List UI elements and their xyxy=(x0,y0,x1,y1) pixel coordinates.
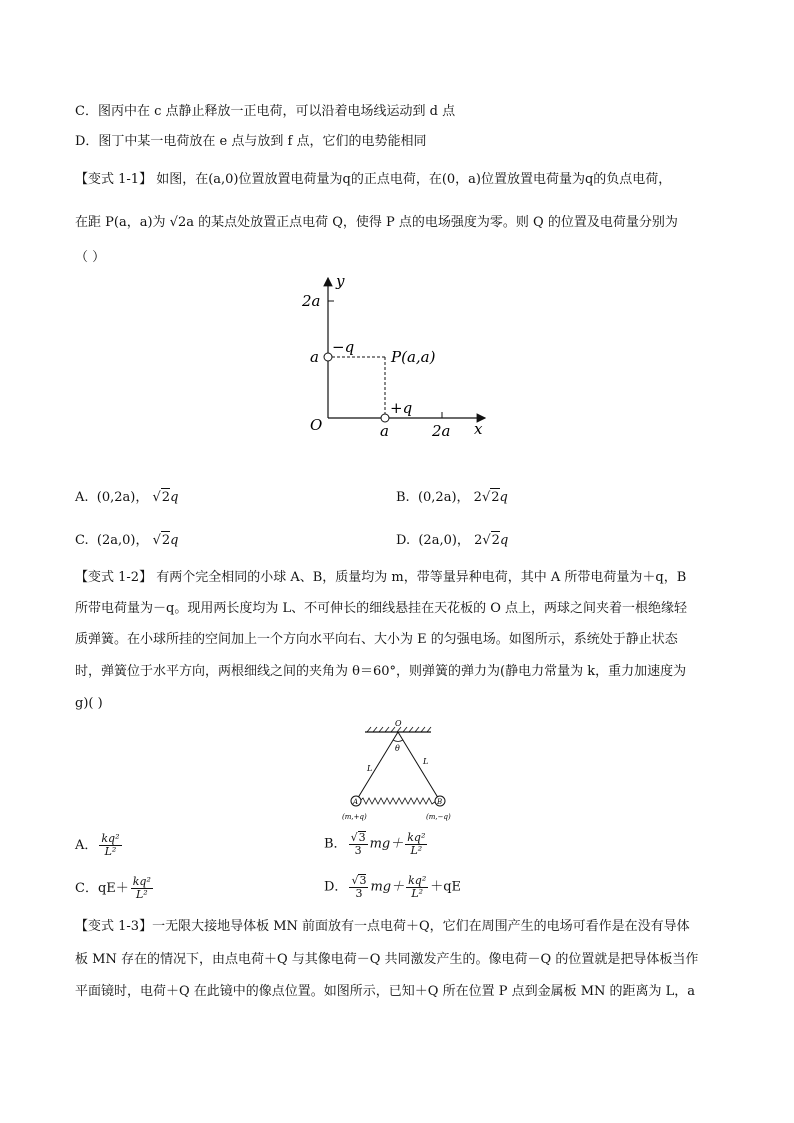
pivot-label: O xyxy=(395,719,402,728)
variant-1-2-text-line5: g)( ) xyxy=(75,696,103,711)
origin-label: O xyxy=(310,416,323,434)
variant-1-2-text-line1: 【变式 1-2】 有两个完全相同的小球 A、B，质量均为 m，带等量异种电荷，其中 A 所带电荷量为＋q，B xyxy=(75,570,687,585)
spring xyxy=(360,798,436,804)
variant-1-2-text-line3: 质弹簧。在小球所挂的空间加上一个方向水平向右、大小为 E 的匀强电场。如图所示，系统处于静止状态 xyxy=(75,632,678,647)
x-axis-label: x xyxy=(474,420,483,438)
x-tick-label-2a: 2a xyxy=(432,422,451,440)
option-1-2-b: B． $\frac{√3}{3}$ mg＋ $\frac{\text{kq²}}{\text{L²}}$ xyxy=(324,830,426,857)
negative-charge-marker xyxy=(324,353,332,361)
variant-1-2-text-line4: 时，弹簧位于水平方向，两根细线之间的夹角为 θ＝60°，则弹簧的弹力为(静电力常量为 k，重力加速度为 xyxy=(75,664,687,679)
option-1-2-a: A． $\frac{\text{kq²}}{\text{L²}}$ xyxy=(75,832,120,858)
figure-coordinate-diagram xyxy=(290,268,530,443)
variant-1-1-text-line1: 【变式 1-1】 如图，在(a,0)位置放置电荷量为q的正点电荷，在(0，a)位置放置电荷量为q的负点电荷， xyxy=(75,172,672,187)
ball-b-label: (m,−q) xyxy=(426,813,451,821)
option-d-previous: D．图丁中某一电荷放在 e 点与放到 f 点，它们的电势能相同 xyxy=(75,134,427,149)
option-1-1-c: C. (2a,0)， √2q xyxy=(75,533,179,548)
option-c-previous: C．图丙中在 c 点静止释放一正电荷，可以沿着电场线运动到 d 点 xyxy=(75,104,456,119)
variant-1-3-text-line1: 【变式 1-3】一无限大接地导体板 MN 前面放有一点电荷＋Q，它们在周围产生的电场可看作是在没有导体 xyxy=(75,919,690,934)
x-tick-label-a: a xyxy=(380,422,389,440)
variant-1-1-answer-paren: （ ） xyxy=(75,250,106,265)
ball-a-letter: A xyxy=(353,798,359,806)
figure-hanging-balls xyxy=(333,718,463,826)
option-1-2-c: C．qE＋ $\frac{\text{kq²}}{\text{L²}}$ xyxy=(75,875,151,901)
length-right-label: L xyxy=(423,757,429,766)
string-left xyxy=(356,732,398,801)
option-1-2-d: D． $\frac{√3}{3}$ mg＋ $\frac{\text{kq²}}{\text{L²}}$ ＋qE xyxy=(324,873,462,900)
option-1-1-b: B. (0,2a)， 2√2q xyxy=(396,490,508,505)
y-tick-label-a: a xyxy=(310,348,319,366)
angle-label: θ xyxy=(395,744,400,753)
point-p-label: P(a,a) xyxy=(391,348,436,366)
positive-charge-label: +q xyxy=(390,399,413,417)
variant-1-2-text-line2: 所带电荷量为－q。现用两长度均为 L、不可伸长的细线悬挂在天花板的 O 点上，两球之间夹着一根绝缘轻 xyxy=(75,601,688,616)
variant-1-3-text-line3: 平面镜时，电荷＋Q 在此镜中的像点位置。如图所示，已知＋Q 所在位置 P 点到金属板 MN 的距离为 L，a xyxy=(75,984,696,999)
ball-a-label: (m,+q) xyxy=(342,813,367,821)
variant-1-1-text-line2: 在距 P(a，a)为 √2a 的某点处放置正点电荷 Q，使得 P 点的电场强度为零。则 Q 的位置及电荷量分别为 xyxy=(75,215,678,230)
option-1-1-a: A. (0,2a)， √2q xyxy=(75,490,179,505)
string-right xyxy=(398,732,440,801)
positive-charge-marker xyxy=(381,414,389,422)
variant-1-3-text-line2: 板 MN 存在的情况下，由点电荷＋Q 与其像电荷－Q 共同激发产生的。像电荷－Q 的位置就是把导体板当作 xyxy=(75,952,699,967)
option-1-1-d: D. (2a,0)， 2√2q xyxy=(396,533,509,548)
angle-arc xyxy=(393,740,403,742)
length-left-label: L xyxy=(367,764,373,773)
y-tick-label-2a: 2a xyxy=(302,292,321,310)
y-axis-label: y xyxy=(336,272,345,290)
ball-b-letter: B xyxy=(437,798,443,806)
negative-charge-label: −q xyxy=(332,338,355,356)
